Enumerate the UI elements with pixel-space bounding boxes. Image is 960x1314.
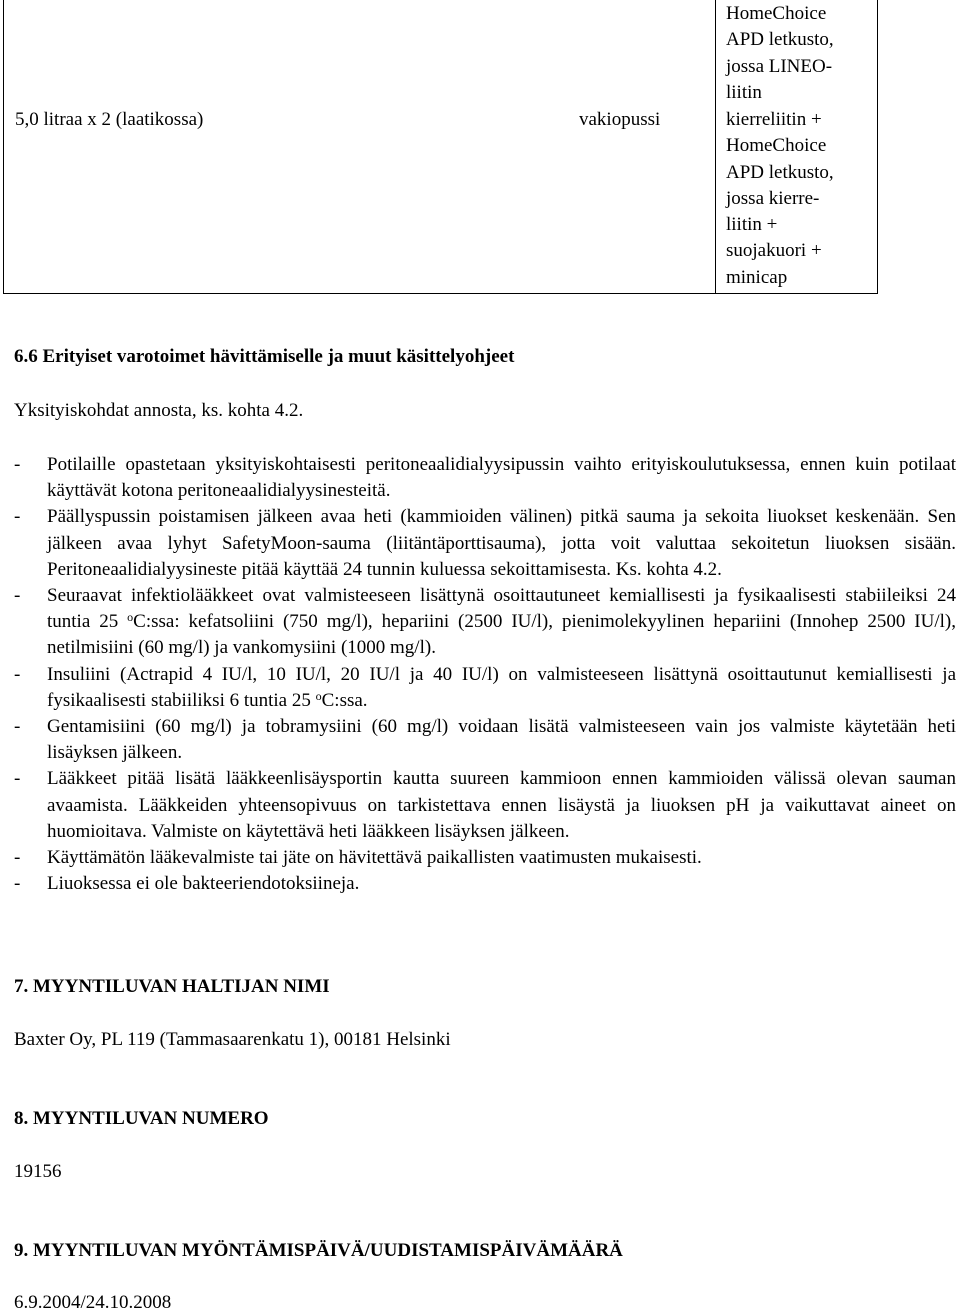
list-item-text-part: C:ssa. bbox=[321, 689, 368, 711]
list-dash: - bbox=[14, 506, 21, 528]
list-dash: - bbox=[14, 873, 21, 895]
list-item bbox=[14, 845, 956, 871]
list-item-text: Liuoksessa ei ole bakteeriendotoksiineja. bbox=[47, 873, 360, 895]
list-dash: - bbox=[14, 768, 21, 790]
list-dash: - bbox=[14, 847, 21, 869]
list-item-text: Gentamisiini (60 mg/l) ja tobramysiini (60 mg/l) voidaan lisätä valmisteeseen vain jos valmiste käytetään heti lisäyksen jälkeen. bbox=[47, 716, 956, 764]
holder-address: Baxter Oy, PL 119 (Tammasaarenkatu 1), 00181 Helsinki bbox=[14, 1029, 451, 1050]
list-item bbox=[14, 766, 956, 845]
list-item-text: Lääkkeet pitää lisätä lääkkeenlisäysportin kautta suureen kammioon ennen kammioiden välissä olevan sauman avaamista. Lääkkeiden yhteensopivuus on tarkistettava ennen lisäystä ja liuoksen pH ja vaikuttavat aineet on huomioitava. Valmiste on käytettävä heti lääkkeen lisäyksen jälkeen. bbox=[47, 768, 956, 842]
list-item bbox=[14, 662, 956, 714]
list-dash: - bbox=[14, 585, 21, 607]
packaging-table bbox=[3, 0, 878, 294]
list-item-text-part: C:ssa: kefatsoliini (750 mg/l), hepariini (2500 IU/l), pienimolekyylinen hepariini (Innohep 2500 IU/l), netilmisiini (60 mg/l) ja vankomysiini (1000 mg/l). bbox=[47, 611, 956, 659]
table-cell-connector-row2: kierreliitin + HomeChoice APD letkusto, jossa kierre- liitin + suojakuori + minicap bbox=[726, 109, 834, 288]
authorisation-dates: 6.9.2004/24.10.2008 bbox=[14, 1292, 172, 1313]
authorisation-number: 19156 bbox=[14, 1161, 62, 1182]
list-item-text: Päällyspussin poistamisen jälkeen avaa heti (kammioiden välinen) pitkä sauma ja sekoita liuokset keskenään. Sen jälkeen avaa lyhyt SafetyMoon-sauma (liitäntäporttisauma), jotta voit valuttaa sekoitetun liuoksen sisään. Peritoneaalidialyysineste pitää käyttää 24 tunnin kuluessa sekoittamisesta. Ks. kohta 4.2. bbox=[47, 506, 956, 580]
degree-superscript: o bbox=[127, 610, 134, 625]
list-item-text: Käyttämätön lääkevalmiste tai jäte on hävitettävä paikallisten vaatimusten mukaisesti. bbox=[47, 847, 702, 869]
list-item bbox=[14, 871, 956, 897]
table-cell-connector-row1: HomeChoice APD letkusto, jossa LINEO- liitin bbox=[726, 3, 834, 103]
list-dash: - bbox=[14, 663, 21, 685]
list-item-text bbox=[47, 662, 956, 714]
section-6-6-heading: 6.6 Erityiset varotoimet hävittämiselle ja muut käsittelyohjeet bbox=[14, 346, 515, 367]
list-item bbox=[14, 714, 956, 766]
list-item-text bbox=[47, 583, 956, 662]
section-9-heading: 9. MYYNTILUVAN MYÖNTÄMISPÄIVÄ/UUDISTAMISPÄIVÄMÄÄRÄ bbox=[14, 1240, 623, 1261]
handling-instructions-list bbox=[14, 452, 956, 897]
degree-superscript: o bbox=[315, 688, 322, 703]
list-item-text: Potilaille opastetaan yksityiskohtaisesti peritoneaalidialyysipussin vaihto erityiskoulutuksessa, ennen kuin potilaat käyttävät kotona peritoneaalidialyysinesteitä. bbox=[47, 454, 956, 502]
table-cell-bag-type: vakiopussi bbox=[579, 109, 661, 130]
list-item bbox=[14, 452, 956, 504]
list-item-text-part: Seuraavat infektiolääkkeet ovat valmisteeseen lisättynä osoittautuneet kemiallisesti ja fysikaalisesti stabiileiksi 24 tuntia 25 bbox=[47, 585, 956, 633]
section-6-6-intro: Yksityiskohdat annosta, ks. kohta 4.2. bbox=[14, 400, 304, 421]
section-8-heading: 8. MYYNTILUVAN NUMERO bbox=[14, 1108, 269, 1129]
list-item bbox=[14, 583, 956, 662]
table-cell-size: 5,0 litraa x 2 (laatikossa) bbox=[15, 109, 204, 130]
list-item bbox=[14, 504, 956, 583]
list-item-text-part: Insuliini (Actrapid 4 IU/l, 10 IU/l, 20 IU/l ja 40 IU/l) on valmisteeseen lisättynä osoittautunut kemiallisesti ja fysikaalisesti stabiiliksi 6 tuntia 25 bbox=[47, 663, 956, 711]
list-dash: - bbox=[14, 454, 21, 475]
list-dash: - bbox=[14, 716, 21, 738]
table-column-divider bbox=[715, 0, 716, 293]
section-7-heading: 7. MYYNTILUVAN HALTIJAN NIMI bbox=[14, 976, 330, 997]
